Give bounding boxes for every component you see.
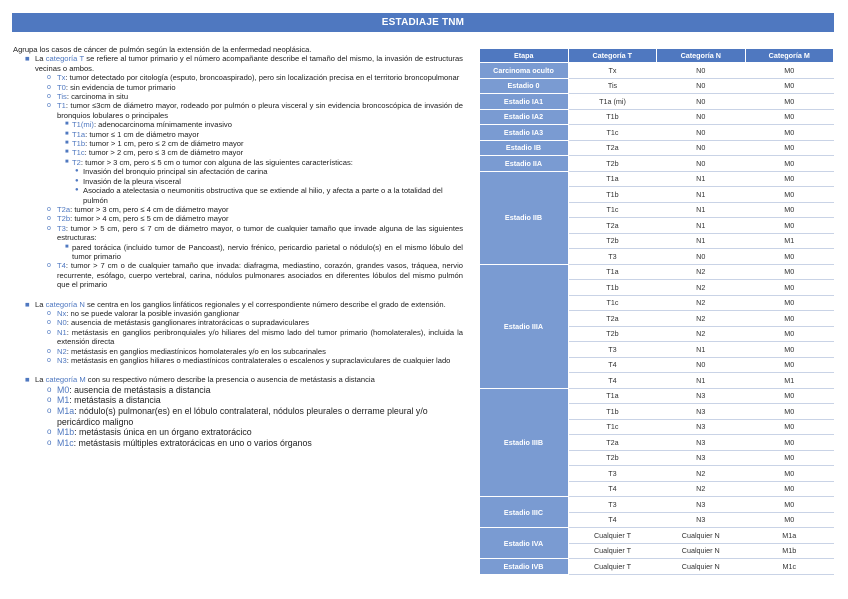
category-m-cell: M0 xyxy=(745,326,834,342)
stage-cell: Estadio IA2 xyxy=(480,109,569,125)
category-n-cell: N0 xyxy=(657,249,746,265)
m1a-item: o M1a: nódulo(s) pulmonar(es) en el lóbulo contralateral, nódulos pleurales o derrame pleural y/o pericárdico maligno xyxy=(47,406,428,427)
category-n-cell: N1 xyxy=(657,218,746,234)
page-title: ESTADIAJE TNM xyxy=(12,13,834,32)
category-t-cell: T1c xyxy=(568,419,657,435)
category-t-cell: T2a xyxy=(568,311,657,327)
square-bullet-icon: ■ xyxy=(65,130,69,137)
t2-feature-3: ● Asociado a atelectasia o neumonitis obstructiva que se extiende al hilio, y afecta a parte o a la totalidad del pulmón xyxy=(75,186,443,205)
staging-table xyxy=(479,48,834,575)
category-n-cell: N1 xyxy=(657,233,746,249)
category-m-cell: M0 xyxy=(745,497,834,513)
category-t-cell: T3 xyxy=(568,466,657,482)
table-row xyxy=(480,171,834,187)
stage-cell: Estadio IIIC xyxy=(480,497,569,528)
n2-item: o N2: metástasis en ganglios mediastínicos homolaterales y/o en los subcarinales xyxy=(47,346,326,356)
category-n-cell: N0 xyxy=(657,94,746,110)
category-n-section xyxy=(13,300,463,366)
dot-bullet-icon: ● xyxy=(75,187,79,194)
t2-feature-1: ● Invasión del bronquio principal sin afectación de carina xyxy=(75,167,268,177)
circle-bullet-icon: o xyxy=(47,83,51,91)
circle-bullet-icon: o xyxy=(47,347,51,355)
category-m-cell: M0 xyxy=(745,140,834,156)
category-m-cell: M1a xyxy=(745,528,834,544)
category-n-cell: N0 xyxy=(657,78,746,94)
category-m-cell: M1 xyxy=(745,233,834,249)
stage-cell: Estadio IIIB xyxy=(480,388,569,497)
category-m-cell: M0 xyxy=(745,435,834,451)
category-m-cell: M0 xyxy=(745,218,834,234)
category-m-cell: M0 xyxy=(745,280,834,296)
category-n-cell: Cualquier N xyxy=(657,528,746,544)
t2-item: ■ T2: tumor > 3 cm, pero ≤ 5 cm o tumor con alguna de las siguientes características: xyxy=(65,157,353,167)
category-n-cell: Cualquier N xyxy=(657,543,746,559)
category-m-cell: M0 xyxy=(745,481,834,497)
category-m-cell: M0 xyxy=(745,156,834,172)
category-m-cell: M0 xyxy=(745,357,834,373)
category-n-cell: N3 xyxy=(657,497,746,513)
circle-bullet-icon: o xyxy=(47,205,51,213)
square-bullet-icon: ■ xyxy=(65,140,69,147)
category-t-cell: T1a xyxy=(568,388,657,404)
table-row xyxy=(480,156,834,172)
category-t-cell: T4 xyxy=(568,373,657,389)
category-n-cell: N0 xyxy=(657,109,746,125)
category-n-cell: N0 xyxy=(657,357,746,373)
header-etapa: Etapa xyxy=(480,49,569,63)
t1-item: o T1: tumor ≤3cm de diámetro mayor, rodeado por pulmón o pleura visceral y sin evidencia broncoscópica de invasión de bronquios lobulares o principales xyxy=(47,101,463,120)
category-n-label: categoría N xyxy=(45,299,85,309)
category-t-cell: T2a xyxy=(568,218,657,234)
category-t-cell: T2a xyxy=(568,435,657,451)
category-t-cell: T2a xyxy=(568,140,657,156)
category-n-cell: N2 xyxy=(657,466,746,482)
bullet-icon: ■ xyxy=(25,299,30,309)
table-row xyxy=(480,388,834,404)
circle-bullet-icon: o xyxy=(47,262,51,270)
stage-cell: Estadio IIA xyxy=(480,156,569,172)
category-t-cell: Tis xyxy=(568,78,657,94)
circle-bullet-icon: o xyxy=(47,74,51,82)
nx-item: o Nx: no se puede valorar la posible invasión ganglionar xyxy=(47,308,240,318)
category-t-label: categoría T xyxy=(45,54,85,64)
category-m-cell: M0 xyxy=(745,94,834,110)
category-m-label: categoría M xyxy=(45,375,86,385)
circle-bullet-icon: o xyxy=(47,427,52,437)
category-t-cell: T1a (mi) xyxy=(568,94,657,110)
category-m-cell: M1 xyxy=(745,373,834,389)
category-t-cell: T4 xyxy=(568,481,657,497)
t1mi-item: ■ T1(mi): adenocarcinoma mínimamente invasivo xyxy=(65,120,232,130)
circle-bullet-icon: o xyxy=(47,384,52,394)
category-m-item: ■ La categoría M con su respectivo número describe la presencia o ausencia de metástasis a distancia xyxy=(25,375,375,385)
category-t-cell: T1c xyxy=(568,125,657,141)
stage-cell: Estadio IIIA xyxy=(480,264,569,388)
category-n-item: ■ La categoría N se centra en los ganglios linfáticos regionales y el correspondiente número describe el grado de extensión. xyxy=(25,299,446,309)
tis-item: o Tis: carcinoma in situ xyxy=(47,92,129,102)
stage-cell: Estadio IA3 xyxy=(480,125,569,141)
circle-bullet-icon: o xyxy=(47,102,51,110)
category-m-cell: M0 xyxy=(745,187,834,203)
category-t-cell: T3 xyxy=(568,497,657,513)
category-t-cell: T1c xyxy=(568,202,657,218)
table-body xyxy=(480,63,834,575)
n0-item: o N0: ausencia de metástasis ganglionares intratorácicas o supradaviculares xyxy=(47,318,310,328)
square-bullet-icon: ■ xyxy=(65,121,69,128)
n1-item: o N1: metástasis en ganglios peribronquiales y/o hiliares del mismo lado del tumor primario (homolaterales), incluida la extensión directa xyxy=(47,327,463,347)
category-m-cell: M0 xyxy=(745,450,834,466)
m0-item: o M0: ausencia de metástasis a distancia xyxy=(47,384,211,395)
table-row xyxy=(480,140,834,156)
category-t-cell: T1b xyxy=(568,280,657,296)
m1-item: o M1: metástasis a distancia xyxy=(47,395,161,406)
table-row xyxy=(480,63,834,79)
category-n-cell: N3 xyxy=(657,435,746,451)
intro-text: Agrupa los casos de cáncer de pulmón según la extensión de la enfermedad neoplásica. xyxy=(13,45,312,54)
t2b-item: o T2b: tumor > 4 cm, pero ≤ 5 cm de diámetro mayor xyxy=(47,214,229,224)
square-bullet-icon: ■ xyxy=(65,158,69,165)
category-n-cell: Cualquier N xyxy=(657,559,746,575)
category-m-cell: M0 xyxy=(745,419,834,435)
category-n-cell: N0 xyxy=(657,125,746,141)
stage-cell: Carcinoma oculto xyxy=(480,63,569,79)
category-m-cell: M0 xyxy=(745,512,834,528)
category-m-cell: M0 xyxy=(745,171,834,187)
category-n-cell: N3 xyxy=(657,388,746,404)
square-bullet-icon: ■ xyxy=(65,243,69,250)
category-t-section xyxy=(13,54,463,289)
circle-bullet-icon: o xyxy=(47,309,51,317)
t2-feature-2: ● Invasión de la pleura visceral xyxy=(75,176,181,186)
category-t-cell: T1b xyxy=(568,109,657,125)
category-t-cell: Cualquier T xyxy=(568,559,657,575)
stage-cell: Estadio IB xyxy=(480,140,569,156)
category-n-cell: N3 xyxy=(657,512,746,528)
category-t-cell: Cualquier T xyxy=(568,543,657,559)
stage-cell: Estadio IA1 xyxy=(480,94,569,110)
tx-item: o Tx: tumor detectado por citología (esputo, broncoaspirado), pero sin localización precisa en el territorio broncopulmonar xyxy=(47,73,460,83)
category-n-cell: N2 xyxy=(657,264,746,280)
circle-bullet-icon: o xyxy=(47,395,52,405)
category-n-cell: N1 xyxy=(657,171,746,187)
t4-item: o T4: tumor > 7 cm o de cualquier tamaño que invada: diafragma, mediastino, corazón, grandes vasos, tráquea, nervio recurrente, esófago, cuerpo vertebral, carina, nódulos pulmonares asociados en diferentes lóbulos del mismo pulmón que el primario xyxy=(47,261,463,290)
category-t-cell: T1b xyxy=(568,187,657,203)
m1b-item: o M1b: metástasis única en un órgano extratorácico xyxy=(47,427,252,438)
category-t-cell: Cualquier T xyxy=(568,528,657,544)
category-t-cell: T3 xyxy=(568,342,657,358)
category-m-cell: M0 xyxy=(745,109,834,125)
m1c-item: o M1c: metástasis múltiples extratorácicas en uno o varios órganos xyxy=(47,437,312,448)
category-t-cell: T2b xyxy=(568,326,657,342)
category-t-cell: T1a xyxy=(568,171,657,187)
circle-bullet-icon: o xyxy=(47,93,51,101)
category-n-cell: N3 xyxy=(657,450,746,466)
n3-item: o N3: metástasis en ganglios hiliares o mediastínicos contralaterales o escalenos y supraclaviculares de cualquier lado xyxy=(47,356,451,365)
dot-bullet-icon: ● xyxy=(75,177,79,184)
category-n-cell: N2 xyxy=(657,311,746,327)
category-m-section xyxy=(13,375,463,448)
t0-item: o T0: sin evidencia de tumor primario xyxy=(47,82,176,92)
category-n-cell: N3 xyxy=(657,419,746,435)
category-n-cell: N1 xyxy=(657,373,746,389)
category-m-cell: M0 xyxy=(745,249,834,265)
circle-bullet-icon: o xyxy=(47,328,51,336)
category-m-cell: M0 xyxy=(745,78,834,94)
category-n-cell: N2 xyxy=(657,326,746,342)
table-row xyxy=(480,528,834,544)
circle-bullet-icon: o xyxy=(47,437,52,447)
category-t-cell: T2b xyxy=(568,233,657,249)
category-n-cell: N3 xyxy=(657,404,746,420)
category-t-cell: T1c xyxy=(568,295,657,311)
square-bullet-icon: ■ xyxy=(65,149,69,156)
category-t-cell: Tx xyxy=(568,63,657,79)
header-categoria-n: Categoría N xyxy=(657,49,746,63)
category-n-cell: N0 xyxy=(657,156,746,172)
category-n-cell: N1 xyxy=(657,202,746,218)
circle-bullet-icon: o xyxy=(47,357,51,364)
category-m-cell: M0 xyxy=(745,63,834,79)
table-row xyxy=(480,264,834,280)
category-m-cell: M0 xyxy=(745,388,834,404)
stage-cell: Estadio IVA xyxy=(480,528,569,559)
category-m-cell: M0 xyxy=(745,311,834,327)
circle-bullet-icon: o xyxy=(47,215,51,223)
category-n-cell: N0 xyxy=(657,140,746,156)
category-m-cell: M0 xyxy=(745,202,834,218)
table-row xyxy=(480,559,834,575)
category-t-cell: T3 xyxy=(568,249,657,265)
category-n-cell: N0 xyxy=(657,63,746,79)
t1a-item: ■ T1a: tumor ≤ 1 cm de diámetro mayor xyxy=(65,129,199,139)
circle-bullet-icon: o xyxy=(47,319,51,327)
category-n-cell: N1 xyxy=(657,187,746,203)
table-row xyxy=(480,125,834,141)
category-n-cell: N2 xyxy=(657,481,746,497)
category-t-cell: T1b xyxy=(568,404,657,420)
table-row xyxy=(480,109,834,125)
table-row xyxy=(480,497,834,513)
category-m-cell: M0 xyxy=(745,404,834,420)
stage-cell: Estadio IIB xyxy=(480,171,569,264)
t3-feature-1: ■ pared torácica (incluido tumor de Pancoast), nervio frénico, pericardio parietal o nódulo(s) en el mismo lóbulo del tumor primario xyxy=(65,242,463,261)
stage-cell: Estadio 0 xyxy=(480,78,569,94)
header-categoria-t: Categoría T xyxy=(568,49,657,63)
category-n-cell: N2 xyxy=(657,280,746,296)
circle-bullet-icon: o xyxy=(47,224,51,232)
header-categoria-m: Categoría M xyxy=(745,49,834,63)
t3-item: o T3: tumor > 5 cm, pero ≤ 7 cm de diámetro mayor, o tumor de cualquier tamaño que invade alguna de las siguientes estructuras: xyxy=(47,223,463,243)
t1b-item: ■ T1b: tumor > 1 cm, pero ≤ 2 cm de diámetro mayor xyxy=(65,139,244,149)
table-row xyxy=(480,94,834,110)
category-m-cell: M0 xyxy=(745,295,834,311)
category-t-cell: T2b xyxy=(568,450,657,466)
category-t-cell: T4 xyxy=(568,357,657,373)
bullet-icon: ■ xyxy=(25,54,30,64)
circle-bullet-icon: o xyxy=(47,406,52,415)
dot-bullet-icon: ● xyxy=(75,168,79,175)
staging-description xyxy=(13,45,463,448)
t1c-item: ■ T1c: tumor > 2 cm, pero ≤ 3 cm de diámetro mayor xyxy=(65,148,244,158)
category-m-cell: M0 xyxy=(745,264,834,280)
category-m-cell: M0 xyxy=(745,342,834,358)
category-t-cell: T1a xyxy=(568,264,657,280)
table-header-row xyxy=(480,49,834,63)
bullet-icon: ■ xyxy=(25,375,30,385)
category-t-cell: T4 xyxy=(568,512,657,528)
category-m-cell: M0 xyxy=(745,125,834,141)
stage-cell: Estadio IVB xyxy=(480,559,569,575)
category-t-cell: T2b xyxy=(568,156,657,172)
table-row xyxy=(480,78,834,94)
category-m-cell: M0 xyxy=(745,466,834,482)
category-m-cell: M1c xyxy=(745,559,834,575)
category-n-cell: N2 xyxy=(657,295,746,311)
t2a-item: o T2a: tumor > 3 cm, pero ≤ 4 cm de diámetro mayor xyxy=(47,204,229,214)
category-m-cell: M1b xyxy=(745,543,834,559)
category-t-item: ■ La categoría T se refiere al tumor primario y el número acompañante describe el tamaño del mismo, la invasión de estructuras vecinas o ambos. xyxy=(25,54,463,73)
category-n-cell: N1 xyxy=(657,342,746,358)
